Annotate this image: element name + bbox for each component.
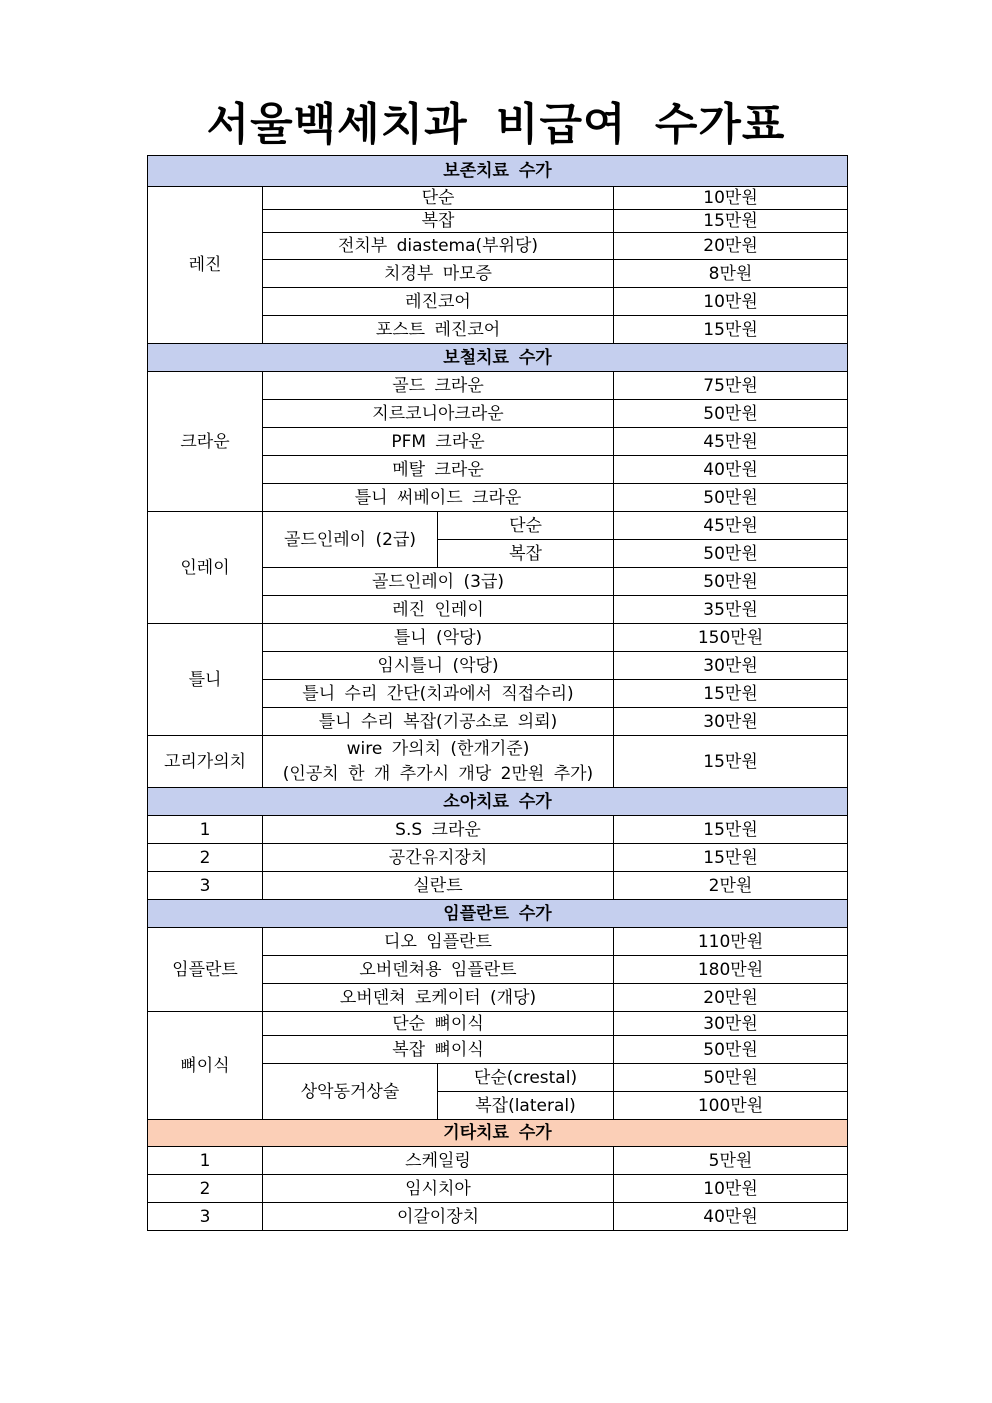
item-cell: 골드인레이 (3급) — [263, 568, 614, 596]
row-number: 3 — [148, 1203, 263, 1231]
item-cell: 임시틀니 (악당) — [263, 652, 614, 680]
sub-item-cell: 단순 — [438, 512, 614, 540]
item-cell: 레진 인레이 — [263, 596, 614, 624]
table-row — [148, 844, 848, 872]
group-label-resin: 레진 — [148, 187, 263, 344]
section-header-other: 기타치료 수가 — [148, 1120, 848, 1147]
section-header-row — [148, 1120, 848, 1147]
table-row — [148, 1175, 848, 1203]
price-cell: 15만원 — [614, 210, 848, 233]
item-cell: 복잡 — [263, 210, 614, 233]
item-cell: 오버덴쳐 로케이터 (개당) — [263, 984, 614, 1012]
item-cell: 틀니 써베이드 크라운 — [263, 484, 614, 512]
section-header-row — [148, 900, 848, 928]
section-header-row — [148, 344, 848, 372]
table-row — [148, 928, 848, 956]
table-row — [148, 187, 848, 210]
item-cell: 치경부 마모증 — [263, 260, 614, 288]
item-cell: 오버덴쳐용 임플란트 — [263, 956, 614, 984]
price-cell: 50만원 — [614, 1036, 848, 1064]
page-title: 서울백세치과 비급여 수가표 — [206, 99, 786, 150]
price-cell: 50만원 — [614, 400, 848, 428]
table-row — [148, 1012, 848, 1036]
price-cell: 15만원 — [614, 316, 848, 344]
table-row — [148, 372, 848, 400]
item-cell: 단순 뼈이식 — [263, 1012, 614, 1036]
item-cell: 틀니 수리 간단(치과에서 직접수리) — [263, 680, 614, 708]
row-number: 1 — [148, 816, 263, 844]
item-cell: 실란트 — [263, 872, 614, 900]
table-row — [148, 736, 848, 788]
item-cell: 단순 — [263, 187, 614, 210]
item-cell: 복잡 뼈이식 — [263, 1036, 614, 1064]
section-header-row — [148, 788, 848, 816]
section-header-pediatric: 소아치료 수가 — [148, 788, 848, 816]
group-label-denture: 틀니 — [148, 624, 263, 736]
fee-table — [147, 155, 848, 1231]
price-cell: 50만원 — [614, 540, 848, 568]
table-row — [148, 872, 848, 900]
price-cell: 40만원 — [614, 456, 848, 484]
price-cell: 45만원 — [614, 428, 848, 456]
price-cell: 100만원 — [614, 1092, 848, 1120]
group-label-hook-denture: 고리가의치 — [148, 736, 263, 788]
item-cell: 골드 크라운 — [263, 372, 614, 400]
section-header-conservative: 보존치료 수가 — [148, 156, 848, 187]
price-cell: 35만원 — [614, 596, 848, 624]
item-cell: 지르코니아크라운 — [263, 400, 614, 428]
item-cell: 임시치아 — [263, 1175, 614, 1203]
item-cell: 전치부 diastema(부위당) — [263, 233, 614, 260]
price-cell: 75만원 — [614, 372, 848, 400]
table-row — [148, 1203, 848, 1231]
table-row — [148, 512, 848, 540]
price-cell: 30만원 — [614, 652, 848, 680]
item-line-2: (인공치 한 개 추가시 개당 2만원 추가) — [282, 763, 594, 784]
sub-item-cell: 복잡 — [438, 540, 614, 568]
price-cell: 20만원 — [614, 984, 848, 1012]
price-cell: 180만원 — [614, 956, 848, 984]
group-label-inlay: 인레이 — [148, 512, 263, 624]
item-cell: 스케일링 — [263, 1147, 614, 1175]
item-cell: 공간유지장치 — [263, 844, 614, 872]
group-label-implant: 임플란트 — [148, 928, 263, 1012]
item-cell: 디오 임플란트 — [263, 928, 614, 956]
price-cell: 50만원 — [614, 484, 848, 512]
price-cell: 30만원 — [614, 1012, 848, 1036]
item-line-1: wire 가의치 (한개기준) — [346, 738, 530, 759]
table-row — [148, 816, 848, 844]
row-number: 3 — [148, 872, 263, 900]
price-cell: 10만원 — [614, 1175, 848, 1203]
item-cell: 골드인레이 (2급) — [263, 512, 438, 568]
price-cell: 50만원 — [614, 568, 848, 596]
price-cell: 15만원 — [614, 844, 848, 872]
group-label-bone-graft: 뼈이식 — [148, 1012, 263, 1120]
item-cell: 메탈 크라운 — [263, 456, 614, 484]
item-cell: S.S 크라운 — [263, 816, 614, 844]
price-cell: 150만원 — [614, 624, 848, 652]
item-cell: 틀니 수리 복잡(기공소로 의뢰) — [263, 708, 614, 736]
item-cell — [263, 736, 614, 788]
section-header-prosthetic: 보철치료 수가 — [148, 344, 848, 372]
price-cell: 45만원 — [614, 512, 848, 540]
item-cell: 상악동거상술 — [263, 1064, 438, 1120]
section-header-implant: 임플란트 수가 — [148, 900, 848, 928]
price-cell: 50만원 — [614, 1064, 848, 1092]
item-cell: 이갈이장치 — [263, 1203, 614, 1231]
table-row — [148, 624, 848, 652]
group-label-crown: 크라운 — [148, 372, 263, 512]
sub-item-cell: 복잡(lateral) — [438, 1092, 614, 1120]
price-cell: 15만원 — [614, 680, 848, 708]
price-cell: 8만원 — [614, 260, 848, 288]
item-cell: 레진코어 — [263, 288, 614, 316]
price-cell: 10만원 — [614, 187, 848, 210]
price-cell: 5만원 — [614, 1147, 848, 1175]
price-cell: 20만원 — [614, 233, 848, 260]
price-cell: 40만원 — [614, 1203, 848, 1231]
table-row — [148, 1147, 848, 1175]
item-cell: PFM 크라운 — [263, 428, 614, 456]
section-header-row — [148, 156, 848, 187]
sub-item-cell: 단순(crestal) — [438, 1064, 614, 1092]
row-number: 2 — [148, 1175, 263, 1203]
price-cell: 2만원 — [614, 872, 848, 900]
price-cell: 15만원 — [614, 816, 848, 844]
price-cell: 10만원 — [614, 288, 848, 316]
price-cell: 110만원 — [614, 928, 848, 956]
row-number: 1 — [148, 1147, 263, 1175]
price-cell: 30만원 — [614, 708, 848, 736]
row-number: 2 — [148, 844, 263, 872]
item-cell: 포스트 레진코어 — [263, 316, 614, 344]
item-cell: 틀니 (악당) — [263, 624, 614, 652]
price-cell: 15만원 — [614, 736, 848, 788]
